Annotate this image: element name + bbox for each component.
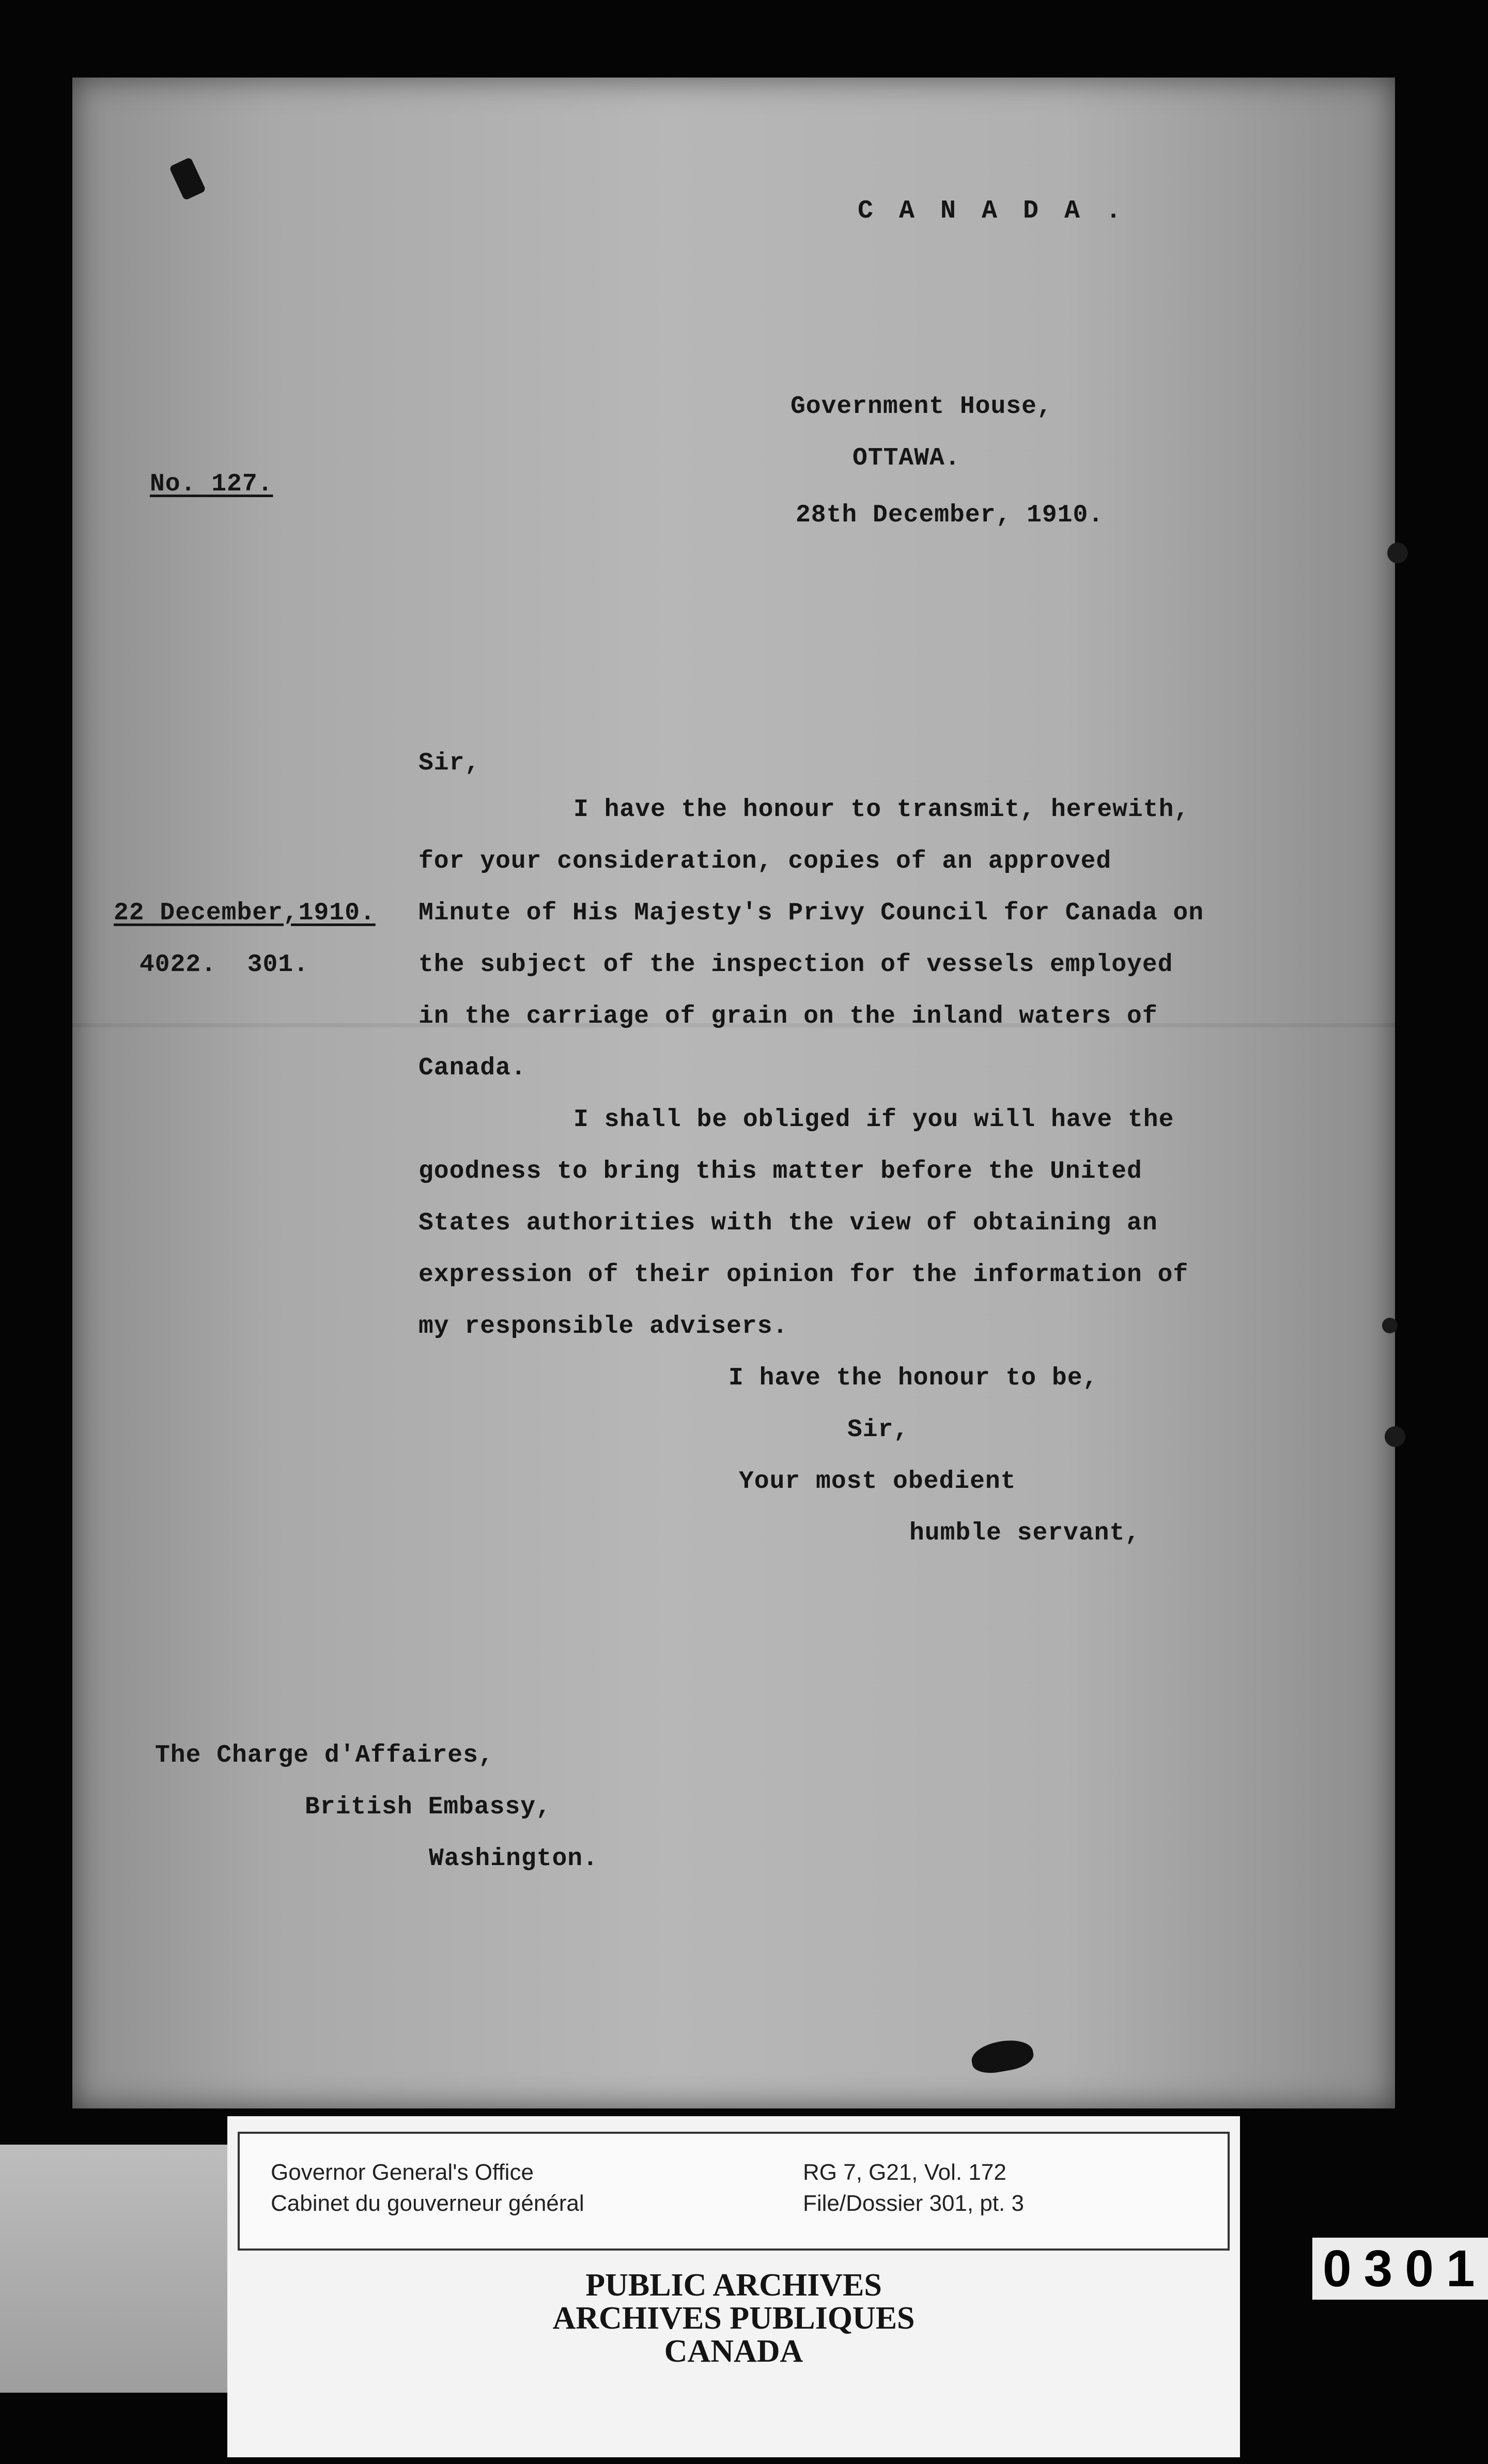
letter-page xyxy=(72,78,1395,2108)
office-french: Cabinet du gouverneur général xyxy=(271,2191,584,2216)
office-english: Governor General's Office xyxy=(271,2160,534,2185)
body-line: the subject of the inspection of vessels employed xyxy=(419,951,1173,979)
ink-blot xyxy=(969,2036,1035,2076)
film-edge-strip xyxy=(0,2145,227,2393)
recipient-line: Washington. xyxy=(429,1845,598,1873)
archives-line: ARCHIVES PUBLIQUES xyxy=(552,2301,915,2336)
closing-line: Sir, xyxy=(847,1416,909,1444)
body-line: I shall be obliged if you will have the xyxy=(574,1106,1174,1134)
body-line: for your consideration, copies of an approved xyxy=(419,848,1112,875)
letter-date: 28th December, 1910. xyxy=(796,501,1104,529)
body-line: my responsible advisers. xyxy=(419,1313,788,1341)
address-line: Government House, xyxy=(791,393,1052,421)
page-edge-hole xyxy=(1382,1318,1398,1333)
body-line: States authorities with the view of obtaining an xyxy=(419,1209,1158,1237)
recipient-line: British Embassy, xyxy=(305,1793,551,1821)
microfilm-frame-number: 0301 xyxy=(1312,2238,1488,2300)
page-edge-hole xyxy=(1385,1426,1405,1447)
country-heading: C A N A D A . xyxy=(858,196,1127,226)
body-line: Minute of His Majesty's Privy Council for Canada on xyxy=(419,899,1204,927)
archives-line: PUBLIC ARCHIVES xyxy=(585,2268,882,2303)
closing-line: I have the honour to be, xyxy=(729,1364,1098,1392)
body-line: goodness to bring this matter before the United xyxy=(419,1158,1142,1185)
salutation: Sir, xyxy=(419,749,481,777)
letter-number: No. 127. xyxy=(150,470,273,498)
recipient-line: The Charge d'Affaires, xyxy=(155,1742,494,1769)
page-edge-hole xyxy=(1387,543,1408,563)
archives-line: CANADA xyxy=(664,2334,803,2369)
archive-reference-box xyxy=(238,2132,1230,2251)
body-line: Canada. xyxy=(419,1054,526,1082)
address-line: OTTAWA. xyxy=(853,444,960,472)
body-line: expression of their opinion for the information of xyxy=(419,1261,1189,1289)
file-reference: File/Dossier 301, pt. 3 xyxy=(803,2191,1024,2216)
record-group-reference: RG 7, G21, Vol. 172 xyxy=(803,2160,1006,2185)
margin-date-note: 22 December,1910. xyxy=(114,899,376,927)
punch-hole-mark xyxy=(169,157,206,201)
body-line: I have the honour to transmit, herewith, xyxy=(574,796,1190,824)
margin-file-note: 4022. 301. xyxy=(140,951,309,979)
archive-label xyxy=(227,2116,1240,2457)
closing-line: humble servant, xyxy=(909,1519,1141,1547)
body-line: in the carriage of grain on the inland waters of xyxy=(419,1003,1158,1030)
closing-line: Your most obedient xyxy=(739,1468,1016,1496)
